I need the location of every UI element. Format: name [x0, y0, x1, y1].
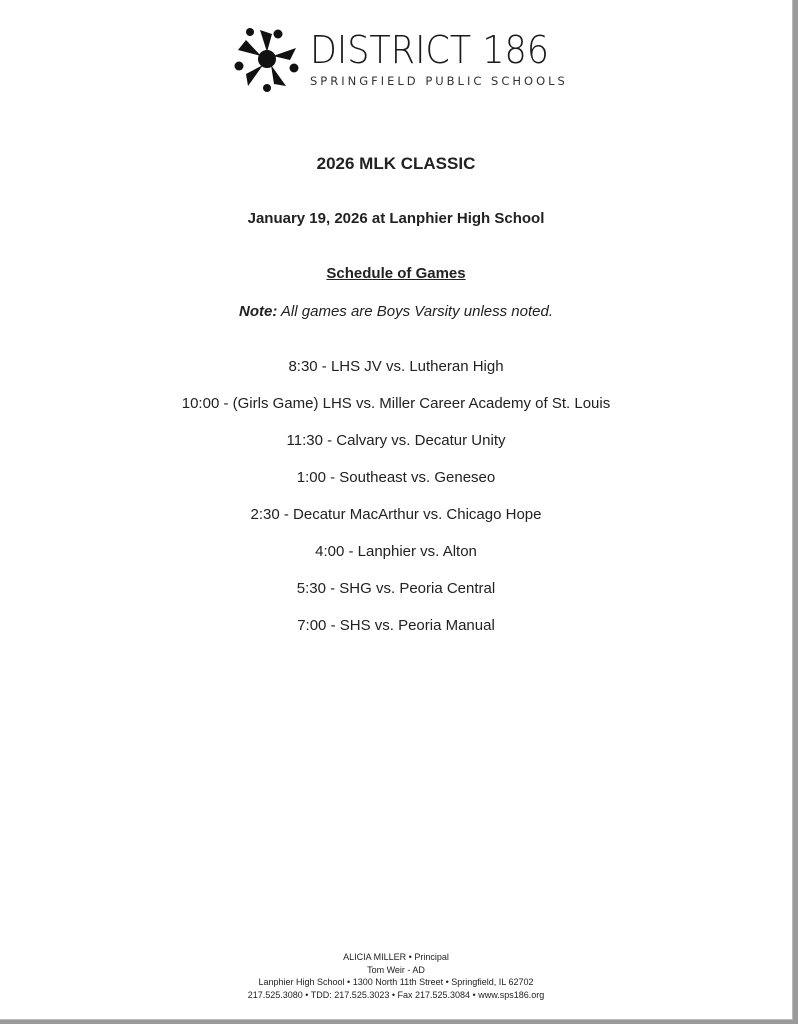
footer-ad: Tom Weir - AD — [367, 964, 425, 975]
game-item: 1:00 - Southeast vs. Geneseo — [296, 469, 496, 486]
game-item: 10:00 - (Girls Game) LHS vs. Miller Career Academy of St. Louis — [181, 395, 611, 412]
game-item: 11:30 - Calvary vs. Decatur Unity — [286, 432, 506, 449]
game-item: 7:00 - SHS vs. Peoria Manual — [297, 617, 495, 634]
logo-subtitle: SPRINGFIELD PUBLIC SCHOOLS — [310, 74, 568, 88]
footer-principal: ALICIA MILLER • Principal — [343, 952, 449, 962]
district-star-people-icon — [234, 26, 300, 92]
footer-address: Lanphier High School • 1300 North 11th Street • Springfield, IL 62702 — [258, 977, 534, 987]
event-title: 2026 MLK CLASSIC — [316, 154, 476, 173]
game-item: 5:30 - SHG vs. Peoria Central — [296, 580, 496, 597]
event-date: January 19, 2026 at Lanphier High School — [247, 210, 545, 227]
note-label: Note: — [238, 303, 278, 320]
game-item: 4:00 - Lanphier vs. Alton — [315, 543, 477, 560]
district-logo — [234, 26, 570, 92]
note — [0, 303, 792, 320]
game-item: 8:30 - LHS JV vs. Lutheran High — [288, 358, 504, 375]
logo-name: DISTRICT 186 — [310, 28, 549, 72]
footer-contact: 217.525.3080 • TDD: 217.525.3023 • Fax 217.525.3084 • www.sps186.org — [247, 989, 545, 1000]
game-item: 2:30 - Decatur MacArthur vs. Chicago Hope — [250, 506, 542, 523]
schedule-heading: Schedule of Games — [326, 265, 466, 282]
footer — [0, 951, 792, 1001]
note-text: All games are Boys Varsity unless noted. — [277, 303, 553, 320]
